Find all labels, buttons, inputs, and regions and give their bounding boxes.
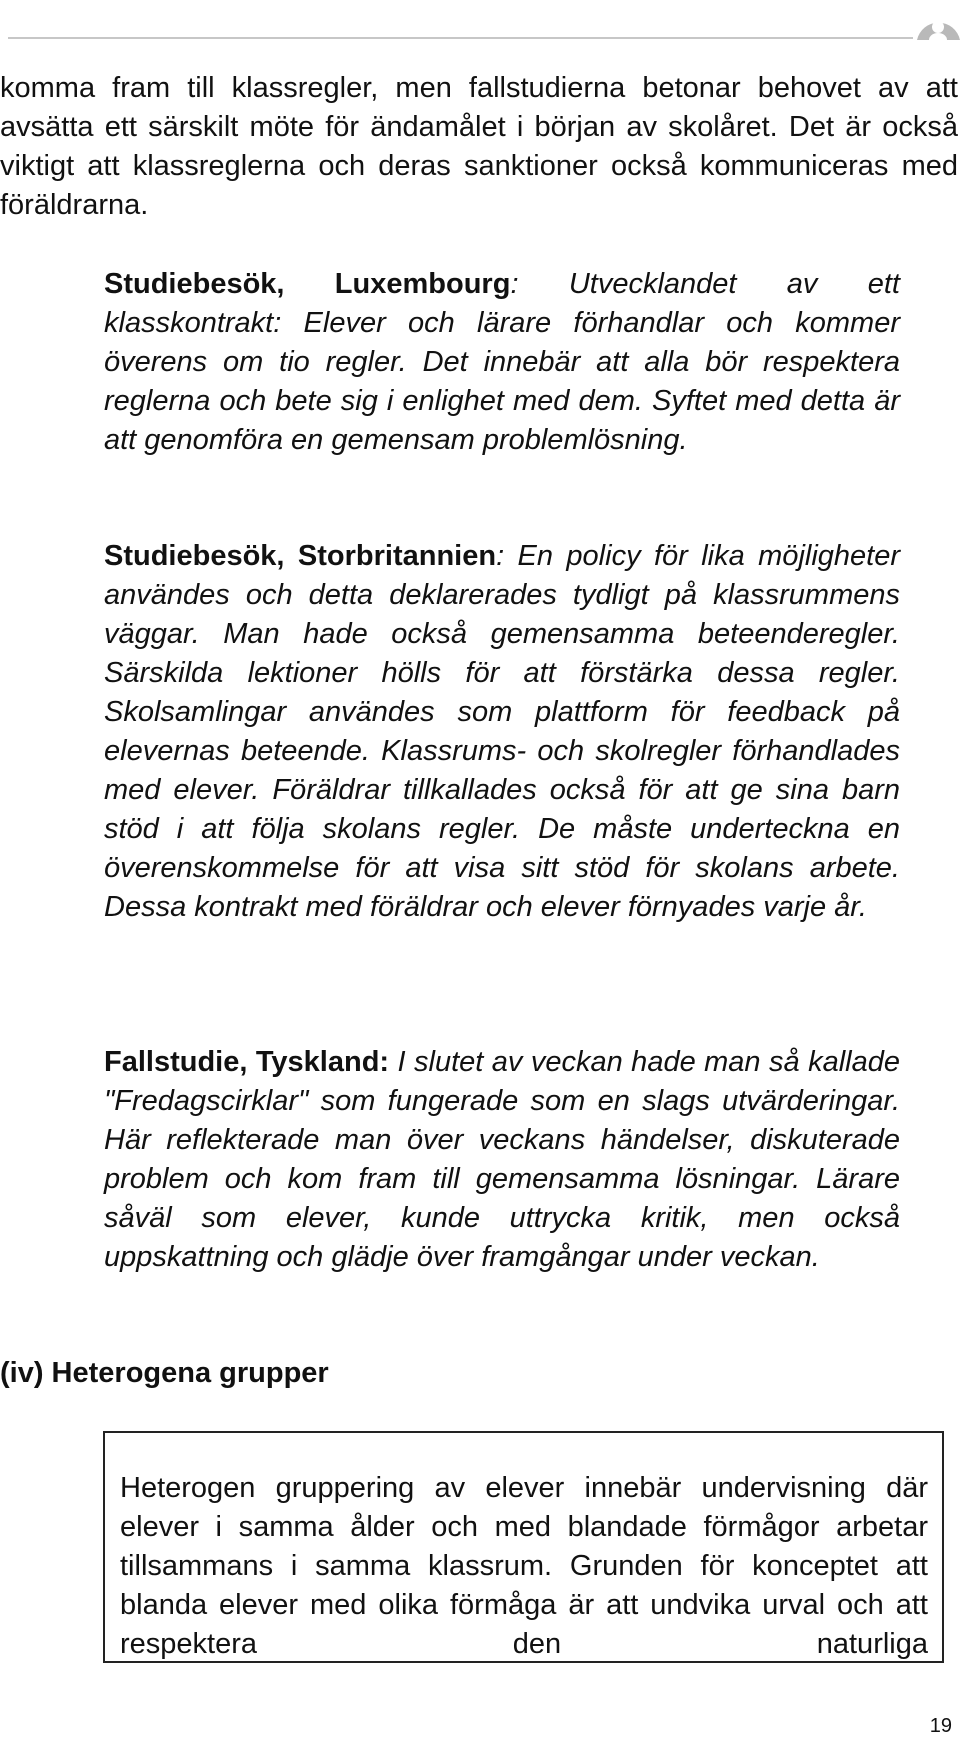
case-tyskland-lead: Fallstudie, Tyskland:	[104, 1046, 390, 1078]
case-storbritannien-text: En policy för lika möjligheter användes och detta deklarerades tydligt på klassrummens väggar. Man hade också gemensamma beteenderegler. Särskilda lektioner hölls för att förstärka dessa regler. Skolsamlingar användes som plattform för feedback på elevernas beteende. Klassrums- och skolregler förhandlades med elever. Föräldrar tillkallades också för att ge sina barn stöd i att följa skolans regler. De måste underteckna en överenskommelse för att visa sitt stöd för skolans arbete. Dessa kontrakt med föräldrar och elever förnyades varje år.	[104, 540, 900, 923]
case-luxembourg-separator: :	[510, 268, 519, 300]
case-storbritannien-lead: Studiebesök, Storbritannien	[104, 540, 497, 572]
case-tyskland-text: I slutet av veckan hade man så kallade "Fredagscirklar" som fungerade som en slags utvärderingar. Här reflekterade man över veckans händelser, diskuterade problem och kom fram till gemensamma lösningar. Lärare såväl som elever, kunde uttrycka kritik, men också uppskattning och glädje över framgångar under veckan.	[104, 1046, 900, 1273]
case-luxembourg-text: Utvecklandet av ett klasskontrakt: Elever och lärare förhandlar och kommer överens om tio regler. Det innebär att alla bör respektera reglerna och bete sig i enlighet med dem. Syftet med detta är att genomföra en gemensam problemlösning.	[104, 268, 900, 456]
intro-paragraph: komma fram till klassregler, men fallstudierna betonar behovet av att avsätta ett särskilt möte för ändamålet i början av skolåret. Det är också viktigt att klassreglerna och deras sanktioner också kommuniceras med föräldrarna.	[0, 72, 958, 221]
header-rule	[8, 37, 913, 39]
section-heading: (iv) Heterogena grupper	[0, 1357, 329, 1389]
corner-logo-icon	[905, 8, 960, 40]
case-tyskland	[104, 1043, 900, 1277]
case-luxembourg	[104, 265, 900, 460]
definition-box-text: Heterogen gruppering av elever innebär undervisning där elever i samma ålder och med blandade förmågor arbetar tillsammans i samma klassrum. Grunden för konceptet att blanda elever med olika förmåga är att undvika urval och att respektera den naturliga	[120, 1472, 928, 1660]
page-number: 19	[929, 1715, 952, 1737]
case-storbritannien-separator: :	[496, 540, 505, 572]
definition-box	[103, 1431, 944, 1663]
case-luxembourg-lead: Studiebesök, Luxembourg	[104, 268, 511, 300]
case-storbritannien	[104, 537, 900, 927]
